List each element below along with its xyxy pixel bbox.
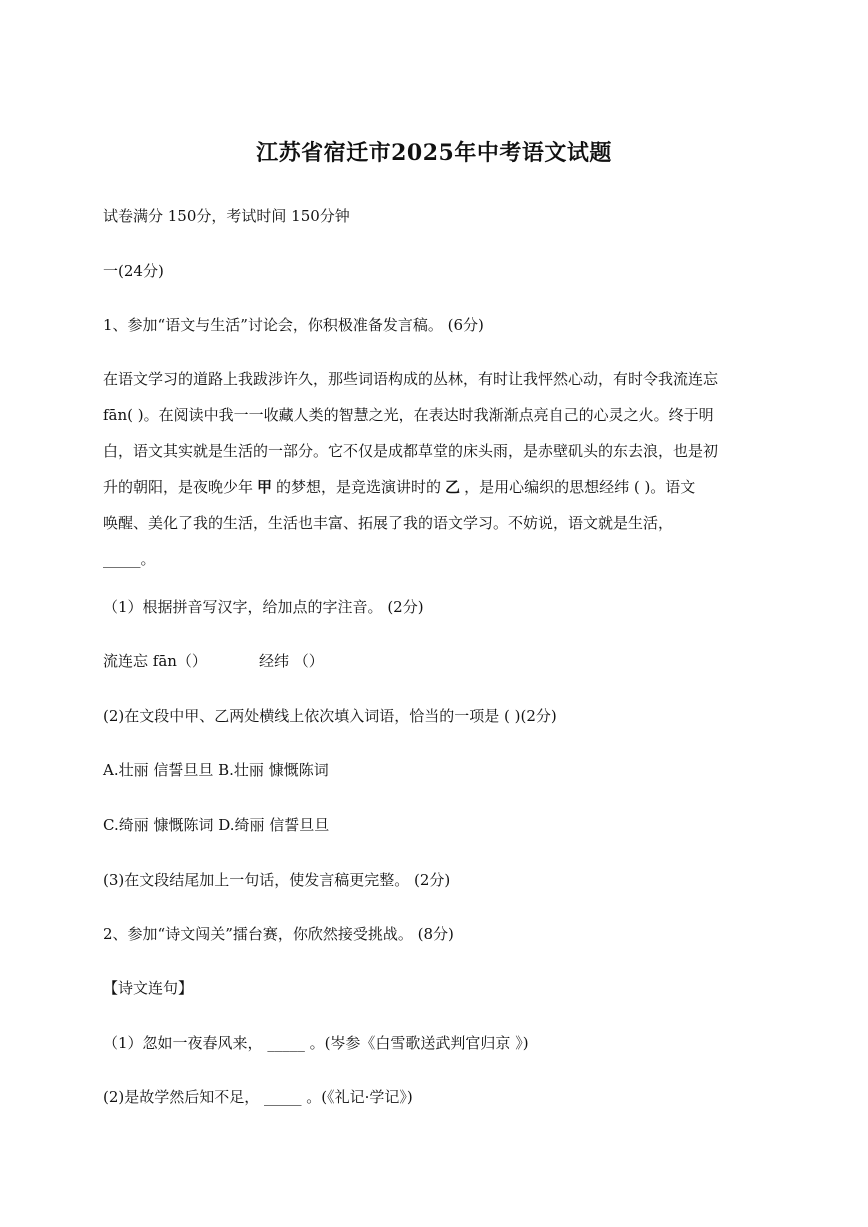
exam-info: 试卷满分 150分，考试时间 150分钟 (103, 207, 350, 225)
sub-question-1: （1）根据拼音写汉字，给加点的字注音。 (2分) (103, 598, 424, 616)
sub-question-3: (3)在文段结尾加上一句话，使发言稿更完整。 (2分) (103, 871, 451, 889)
poetry-item-2: (2)是故学然后知不足， _____ 。(《礼记·学记》) (103, 1088, 413, 1106)
passage-line: fān( )。在阅读中我一一收藏人类的智慧之光，在表达时我渐渐点亮自己的心灵之火。终于明 (103, 406, 714, 424)
passage-line: _____。 (103, 550, 156, 568)
question-2-heading: 2、参加“诗文闯关”擂台赛，你欣然接受挑战。 (8分) (103, 925, 454, 943)
passage-line: 唤醒、美化了我的生活，生活也丰富、拓展了我的语文学习。不妨说，语文就是生活， (103, 514, 674, 532)
passage-line: 在语文学习的道路上我跋涉许久，那些词语构成的丛林，有时让我怦然心动，有时令我流连忘 (103, 370, 719, 388)
section-heading: 一(24分) (103, 262, 164, 280)
poetry-item-1: （1）忽如一夜春风来， _____ 。(岑参《白雪歌送武判官归京 》) (103, 1034, 529, 1052)
sub-question-2: (2)在文段中甲、乙两处横线上依次填入词语，恰当的一项是 ( )(2分) (103, 707, 557, 725)
blank-marker-jia: 甲 (257, 478, 273, 496)
pinyin-item: 流连忘 fān（） (103, 652, 207, 670)
passage-text: 升的朝阳，是夜晚少年 (103, 478, 254, 496)
options-ab: A.壮丽 信誓旦旦 B.壮丽 慷慨陈词 (103, 761, 329, 779)
passage-line (103, 469, 763, 505)
question-1-heading: 1、参加“语文与生活”讨论会，你积极准备发言稿。 (6分) (103, 316, 484, 334)
passage-text: 的梦想，是竞选演讲时的 (276, 478, 442, 496)
page-title: 江苏省宿迁市2025年中考语文试题 (256, 140, 612, 166)
blank-marker-yi: 乙 (445, 478, 461, 496)
passage-text: ，是用心编织的思想经纬 ( )。语文 (464, 478, 696, 496)
passage-line: 白，语文其实就是生活的一部分。它不仅是成都草堂的床头雨，是赤壁矶头的东去浪，也是初 (103, 442, 719, 460)
question-1-passage (103, 361, 763, 577)
pinyin-item: 经纬 （） (258, 652, 324, 670)
sub-question-1-items (103, 650, 324, 671)
section-label: 【诗文连句】 (103, 979, 194, 997)
options-cd: C.绮丽 慷慨陈词 D.绮丽 信誓旦旦 (103, 816, 330, 834)
